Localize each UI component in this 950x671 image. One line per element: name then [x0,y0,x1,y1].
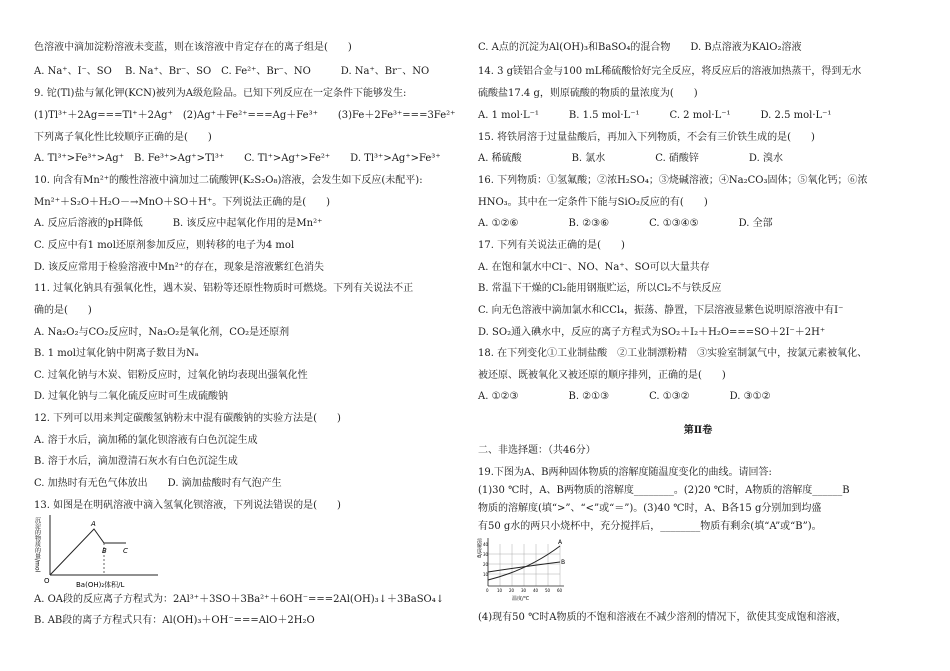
text-line: 9. 铊(Tl)盐与氰化钾(KCN)被列为A级危险品。已知下列反应在一定条件下能够发生: [34,88,407,99]
text-line: C. 加热时有无色气体放出 D. 滴加盐酸时有气泡产生 [34,478,282,489]
x-tick-label: 0 [486,588,489,593]
text-line: 19.下图为A、B两种固体物质的溶解度随温度变化的曲线。请回答: [478,467,772,478]
text-line: B. 1 mol过氧化钠中阴离子数目为Nₐ [34,348,199,359]
text-line: 12. 下列可以用来判定碳酸氢钠粉末中混有碳酸钠的实验方法是( ) [34,413,341,424]
precipitate-curve [50,529,126,575]
text-line: D. 过氧化钠与二氧化硫反应时可生成硫酸钠 [34,391,229,402]
curve-a-label: A [558,539,563,546]
x-tick-label: 40 [533,588,539,593]
x-tick-label: 20 [509,588,515,593]
x-tick-label: 50 [545,588,551,593]
origin-label: O [44,577,50,585]
text-line: 物质的溶解度(填“>”、“<”或“＝”)。(3)40 ℃时，A、B各15 g分别加到均盛 [478,503,822,514]
text-line: A. ①②⑥ B. ②③⑥ C. ①③④⑤ D. 全部 [478,218,773,229]
text-line: 17. 下列有关说法正确的是( ) [478,240,625,251]
text-line: A. Tl³⁺>Fe³⁺>Ag⁺ B. Fe³⁺>Ag⁺>Tl³⁺ C. Tl⁺>Ag⁺>Fe²⁺ D. Tl³⁺>Ag⁺>Fe³⁺ [34,153,441,164]
text-line: 16. 下列物质：①氢氟酸；②浓H₂SO₄；③烧碱溶液；④Na₂CO₃固体；⑤氧化钙；⑥浓 [478,175,868,186]
y-axis-label: 沉淀的物质的量/mol [33,517,41,573]
y-tick-label: 40 [483,542,489,547]
x-axis-label: 温度/℃ [512,596,530,602]
text-line: 10. 向含有Mn²⁺的酸性溶液中滴加过二硫酸钾(K₂S₂O₈)溶液，会发生如下反应(未配平): [34,175,423,186]
text-line: 14. 3 g镁铝合金与100 mL稀硫酸恰好完全反应，将反应后的溶液加热蒸干，得到无水 [478,66,862,77]
point-c-label: C [123,547,128,555]
section-title: 第Ⅱ卷 [683,425,713,436]
text-line: A. 溶于水后，滴加稀的氯化钡溶液有白色沉淀生成 [34,435,258,446]
text-line: (1)Tl³⁺＋2Ag===Tl⁺＋2Ag⁺ (2)Ag⁺＋Fe²⁺===Ag＋Fe³⁺ (3)Fe＋2Fe³⁺===3Fe²⁺ [34,110,456,121]
text-line: C. 反应中有1 mol还原剂参加反应，则转移的电子为4 mol [34,240,295,251]
text-line: D. 该反应常用于检验溶液中Mn²⁺的存在，现象是溶液紫红色消失 [34,262,324,273]
text-line: 被还原、既被氧化又被还原的顺序排列，正确的是( ) [478,370,726,381]
text-line: 有50 g水的两只小烧杯中，充分搅拌后，________物质有剩余(填“A”或“B”)。 [478,521,822,532]
x-axis-label: Ba(OH)₂体积/L [76,581,125,589]
text-line: B. 溶于水后，滴加澄清石灰水有白色沉淀生成 [34,456,238,467]
text-line: A. ①②③ B. ②①③ C. ①③② D. ③①② [478,391,771,402]
solubility-graph [478,532,578,602]
text-line: 确的是( ) [34,305,92,316]
point-a-label: A [91,520,96,528]
text-line: A. 反应后溶液的pH降低 B. 该反应中起氧化作用的是Mn²⁺ [34,218,323,229]
text-line: 硫酸盐17.4 g，则原硫酸的物质的量浓度为( ) [478,88,698,99]
curve-b-label: B [561,559,566,566]
y-tick-label: 20 [483,562,489,567]
text-line: HNO₃。其中在一定条件下能与SiO₂反应的有( ) [478,197,708,208]
text-line: (1)30 ℃时，A、B两物质的溶解度________。(2)20 ℃时，A物质的溶解度______B [478,485,850,496]
text-line: 下列离子氧化性比较顺序正确的是( ) [34,132,212,143]
text-line: A. Na₂O₂与CO₂反应时，Na₂O₂是氧化剂，CO₂是还原剂 [34,327,290,338]
text-line: 11. 过氧化钠具有强氧化性，遇木炭、铝粉等还原性物质时可燃烧。下列有关说法不正 [34,283,414,294]
y-tick-label: 30 [483,552,489,557]
text-line: 15. 将铁屑溶于过量盐酸后，再加入下列物质，不会有三价铁生成的是( ) [478,132,815,143]
x-tick-labels [486,588,563,593]
x-tick-label: 10 [497,588,503,593]
x-tick-label: 30 [521,588,527,593]
precipitate-graph [34,511,164,591]
text-line: B. AB段的离子方程式只有：Al(OH)₃＋OH⁻===AlO＋2H₂O [34,615,315,626]
text-line: Mn²⁺＋S₂O＋H₂O－→MnO＋SO＋H⁺。下列说法正确的是( ) [34,197,331,208]
text-line: C. A点的沉淀为Al(OH)₃和BaSO₄的混合物 D. B点溶液为KAlO₂溶液 [478,42,802,53]
text-line: A. 稀硫酸 B. 氯水 C. 硝酸锌 D. 溴水 [478,153,783,164]
text-line: B. 常温下干燥的Cl₂能用钢瓶贮运，所以Cl₂不与铁反应 [478,283,722,294]
text-line: C. 过氧化钠与木炭、铝粉反应时，过氧化钠均表现出强氧化性 [34,370,308,381]
y-axis-label: 溶解度/g [476,538,482,558]
grid [488,544,560,586]
text-line: A. 在饱和氯水中Cl⁻、NO、Na⁺、SO可以大量共存 [478,262,710,273]
text-line: 13. 如图是在明矾溶液中滴入氢氧化钡溶液，下列说法错误的是( ) [34,500,341,511]
section-subtitle: 二、非选择题：（共46分） [478,445,596,456]
text-line: (4)现有50 ℃时A物质的不饱和溶液在不减少溶剂的情况下，欲使其变成饱和溶液， [478,612,847,623]
text-line: D. SO₂通入碘水中，反应的离子方程式为SO₂＋I₂＋H₂O===SO＋2I⁻＋2H⁺ [478,327,826,338]
y-tick-label: 10 [483,572,489,577]
text-line: 色溶液中滴加淀粉溶液未变蓝，则在该溶液中肯定存在的离子组是( ) [34,42,352,53]
text-line: A. Na⁺、I⁻、SO B. Na⁺、Br⁻、SO C. Fe²⁺、Br⁻、NO D. Na⁺、Br⁻、NO [34,66,430,77]
text-line: A. OA段的反应离子方程式为：2Al³⁺＋3SO＋3Ba²⁺＋6OH⁻===2Al(OH)₃↓＋3BaSO₄↓ [34,594,445,605]
point-b-label: B [102,547,107,555]
text-line: C. 向无色溶液中滴加氯水和CCl₄，振荡、静置，下层溶液显紫色说明原溶液中有I⁻ [478,305,844,316]
text-line: A. 1 mol·L⁻¹ B. 1.5 mol·L⁻¹ C. 2 mol·L⁻¹ D. 2.5 mol·L⁻¹ [478,110,832,121]
text-line: 18. 在下列变化①工业制盐酸 ②工业制漂粉精 ③实验室制氯气中，按氯元素被氧化、 [478,348,868,359]
x-tick-label: 60 [557,588,563,593]
